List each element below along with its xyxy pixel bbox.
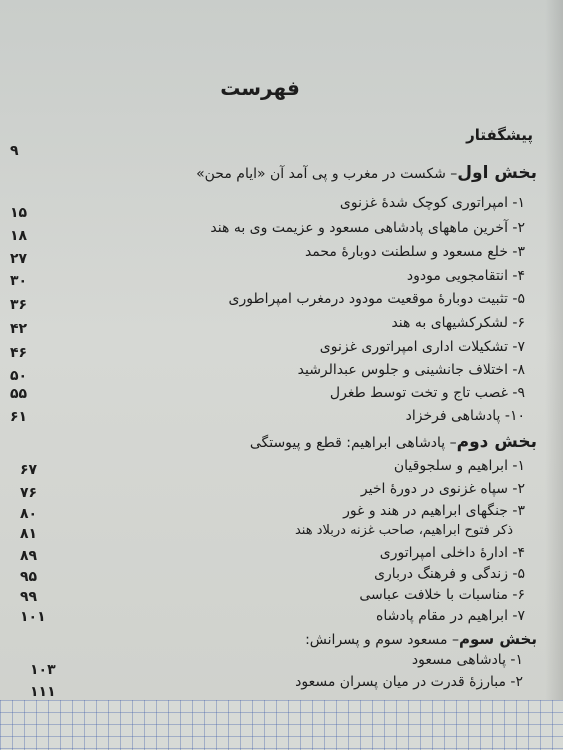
part1-title: شکست در مغرب و پی آمد آن «ایام محن»: [196, 166, 446, 182]
graph-paper-background: [0, 700, 563, 750]
part1-heading: بخش اول: [457, 163, 537, 183]
part2-item-7-page: ۱۰۱: [20, 609, 46, 625]
part1-item-10-page: ۶۱: [10, 409, 28, 425]
part3-item-1-page: ۱۰۳: [30, 662, 56, 678]
part1-item-6-page: ۴۲: [10, 321, 28, 337]
part1-item-5-page: ۳۶: [10, 297, 28, 313]
part1-item-7: ۷- تشکیلات اداری امپراتوری غزنوی: [319, 339, 525, 355]
part1-item-9-page: ۵۵: [10, 386, 28, 402]
part2-item-6-page: ۹۹: [20, 589, 38, 605]
part1-item-8: ۸- اختلاف جانشینی و جلوس عبدالرشید: [297, 362, 525, 378]
part1-item-9: ۹- غصب تاج و تخت توسط طغرل: [329, 385, 525, 401]
part2-heading: بخش دوم: [456, 432, 537, 452]
part3-heading: بخش سوم: [458, 630, 537, 648]
toc-title: فهرست: [220, 76, 300, 100]
part1-item-2-page: ۱۸: [10, 228, 28, 244]
part2-item-4: ۴- ادارهٔ داخلی امپراتوری: [379, 545, 525, 561]
part1-item-4: ۴- انتقامجویی مودود: [406, 268, 525, 284]
part1-item-8-page: ۵۰: [10, 368, 28, 384]
part2-title: پادشاهی ابراهیم: قطع و پیوستگی: [249, 435, 446, 451]
part2-item-3: ۳- جنگهای ابراهیم در هند و غور: [343, 503, 525, 519]
part1-item-3: ۳- خلع مسعود و سلطنت دوبارهٔ محمد: [304, 244, 525, 260]
part2-item-7: ۷- ابراهیم در مقام پادشاه: [376, 608, 525, 624]
part2-subitem: ذکر فتوح ابراهیم، صاحب غزنه دربلاد هند: [294, 523, 513, 538]
part3-item-2-page: ۱۱۱: [30, 684, 56, 700]
part2-item-5: ۵- زندگی و فرهنگ درباری: [374, 566, 525, 582]
page-edge-shadow: [545, 0, 563, 750]
part2-item-4-page: ۸۹: [20, 548, 38, 564]
part2-item-5-page: ۹۵: [20, 569, 38, 585]
part3-item-2: ۲- مبارزهٔ قدرت در میان پسران مسعود: [295, 674, 523, 690]
part2-item-6: ۶- مناسبات با خلافت عباسی: [359, 587, 525, 603]
preface-label: پیشگفتار: [466, 126, 533, 144]
part1-item-1-page: ۱۵: [10, 205, 28, 221]
part1-item-7-page: ۴۶: [10, 345, 28, 361]
part1-item-4-page: ۳۰: [10, 273, 28, 289]
part2-item-1: ۱- ابراهیم و سلجوقیان: [393, 458, 525, 474]
part2-item-2: ۲- سپاه غزنوی در دورهٔ اخیر: [360, 481, 525, 497]
part1-item-1: ۱- امپراتوری کوچک شدهٔ غزنوی: [339, 195, 525, 211]
part1-item-3-page: ۲۷: [10, 251, 28, 267]
part3-header: بخش سوم– مسعود سوم و پسرانش:: [305, 630, 537, 648]
part3-title: مسعود سوم و پسرانش:: [305, 632, 448, 648]
part3-item-1: ۱- پادشاهی مسعود: [411, 652, 523, 668]
part1-item-2: ۲- آخرین ماههای پادشاهی مسعود و عزیمت وی به هند: [210, 220, 525, 236]
part2-subitem-page: ۸۱: [20, 526, 38, 542]
part2-item-3-page: ۸۰: [20, 506, 38, 522]
part1-header: بخش اول– شکست در مغرب و پی آمد آن «ایام محن»: [196, 163, 537, 183]
part2-item-2-page: ۷۶: [20, 485, 38, 501]
part1-item-10: ۱۰- پادشاهی فرخزاد: [405, 408, 525, 424]
part1-item-6: ۶- لشکرکشیهای به هند: [391, 315, 525, 331]
preface-page: ۹: [10, 143, 19, 159]
part2-header: بخش دوم– پادشاهی ابراهیم: قطع و پیوستگی: [249, 432, 537, 452]
part1-item-5: ۵- تثبیت دوبارهٔ موقعیت مودود درمغرب امپراطوری: [228, 291, 525, 307]
part2-item-1-page: ۶۷: [20, 462, 38, 478]
